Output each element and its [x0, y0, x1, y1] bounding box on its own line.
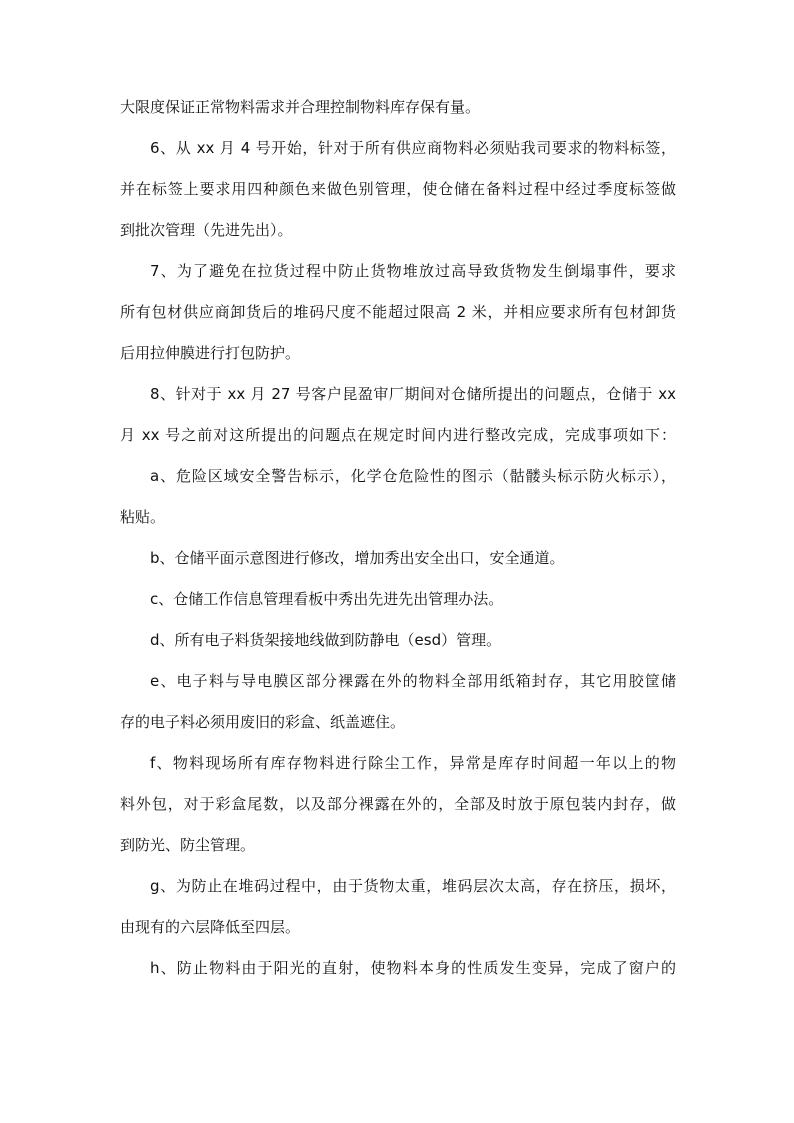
paragraph-7-line-3: 后用拉伸膜进行打包防护。	[120, 344, 301, 362]
item-a-line-1: a、危险区域安全警告标示，化学仓危险性的图示（骷髅头标示防火标示），	[150, 467, 676, 485]
item-h-line-1: h、防止物料由于阳光的直射，使物料本身的性质发生变异，完成了窗户的	[150, 959, 676, 977]
item-e-line-1: e、电子料与导电膜区部分裸露在外的物料全部用纸箱封存，其它用胶筐储	[150, 672, 676, 690]
paragraph-7-line-1: 7、为了避免在拉货过程中防止货物堆放过高导致货物发生倒塌事件，要求	[150, 262, 676, 280]
text-line: 大限度保证正常物料需求并合理控制物料库存保有量。	[120, 98, 481, 116]
paragraph-6-line-3: 到批次管理（先进先出）。	[120, 221, 293, 239]
paragraph-6-line-1: 6、从 xx 月 4 号开始，针对于所有供应商物料必须贴我司要求的物料标签，	[150, 139, 676, 157]
item-c: c、仓储工作信息管理看板中秀出先进先出管理办法。	[150, 590, 504, 608]
item-f-line-2: 料外包，对于彩盒尾数，以及部分裸露在外的，全部及时放于原包装内封存，做	[120, 795, 676, 813]
item-g-line-1: g、为防止在堆码过程中，由于货物太重，堆码层次太高，存在挤压，损坏，	[150, 877, 676, 895]
paragraph-8-line-2: 月 xx 号之前对这所提出的问题点在规定时间内进行整改完成，完成事项如下：	[120, 426, 676, 444]
paragraph-6-line-2: 并在标签上要求用四种颜色来做色别管理，使仓储在备料过程中经过季度标签做	[120, 180, 676, 198]
item-e-line-2: 存的电子料必须用废旧的彩盒、纸盖遮住。	[120, 713, 406, 731]
item-f-line-1: f、物料现场所有库存物料进行除尘工作，异常是库存时间超一年以上的物	[150, 754, 676, 772]
document-body	[120, 97, 676, 978]
item-a-line-2: 粘贴。	[120, 508, 166, 526]
paragraph-8-line-1: 8、针对于 xx 月 27 号客户昆盈审厂期间对仓储所提出的问题点，仓储于 xx	[150, 385, 676, 403]
paragraph-7-line-2: 所有包材供应商卸货后的堆码尺度不能超过限高 2 米，并相应要求所有包材卸货	[120, 303, 676, 321]
item-f-line-3: 到防光、防尘管理。	[120, 836, 256, 854]
item-d: d、所有电子料货架接地线做到防静电（esd）管理。	[150, 631, 502, 649]
item-g-line-2: 由现有的六层降低至四层。	[120, 918, 301, 936]
item-b: b、仓储平面示意图进行修改，增加秀出安全出口，安全通道。	[150, 549, 565, 567]
